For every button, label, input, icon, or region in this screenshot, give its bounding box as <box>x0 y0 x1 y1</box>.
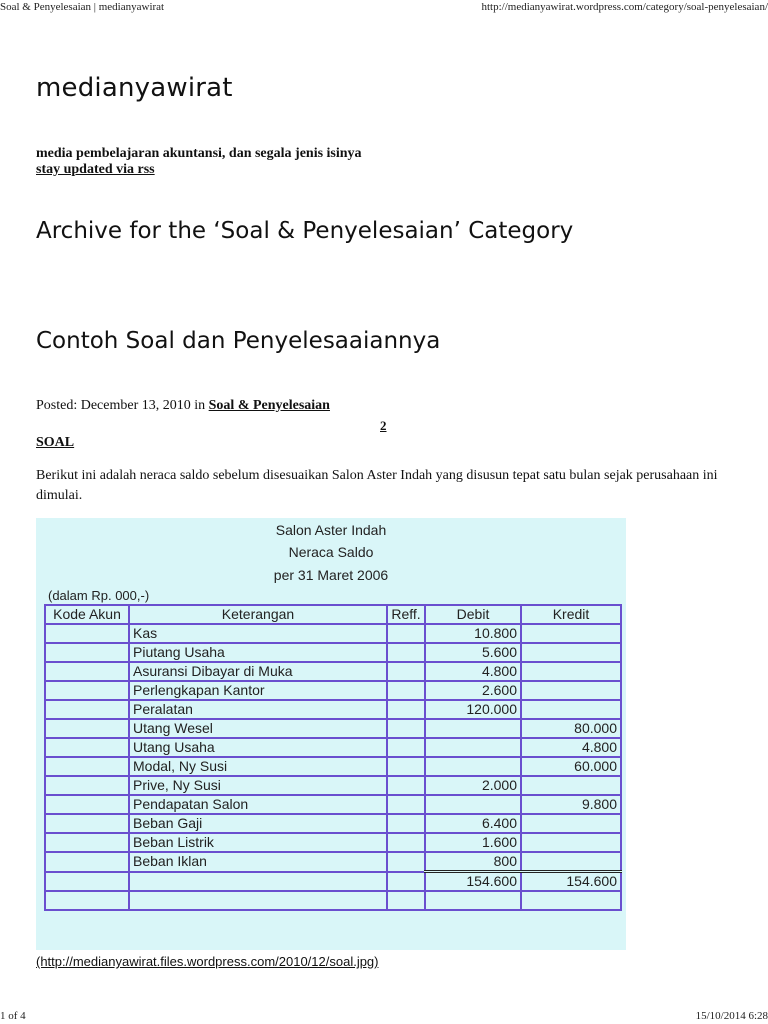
comments-count-link[interactable]: 2 <box>380 418 387 433</box>
cell-debit: 4.800 <box>425 662 521 681</box>
cell-reff <box>387 624 425 643</box>
figure-company: Salon Aster Indah <box>275 522 387 538</box>
cell-reff <box>387 814 425 833</box>
site-tagline: media pembelajaran akuntansi, dan segala jenis isinya <box>36 146 362 161</box>
cell-debit: 10.800 <box>425 624 521 643</box>
cell-kredit <box>521 852 621 872</box>
cell-keterangan: Kas <box>129 624 387 643</box>
cell-empty <box>387 891 425 910</box>
cell-empty <box>521 891 621 910</box>
cell-keterangan: Utang Usaha <box>129 738 387 757</box>
cell-debit <box>425 719 521 738</box>
cell-kredit <box>521 662 621 681</box>
cell-kredit <box>521 681 621 700</box>
cell-kode <box>45 795 129 814</box>
table-row <box>45 757 621 776</box>
total-debit: 154.600 <box>425 872 521 892</box>
post-title[interactable]: Contoh Soal dan Penyelesaaiannya <box>36 328 441 354</box>
header-debit: Debit <box>425 605 521 624</box>
cell-kredit <box>521 776 621 795</box>
rss-link[interactable]: stay updated via rss <box>36 162 155 177</box>
cell-kredit <box>521 643 621 662</box>
figure-report: Neraca Saldo <box>288 544 374 560</box>
cell-debit: 800 <box>425 852 521 872</box>
header-reff: Reff. <box>387 605 425 624</box>
cell-reff <box>387 719 425 738</box>
cell-debit: 120.000 <box>425 700 521 719</box>
cell-kode <box>45 776 129 795</box>
cell-kode <box>45 700 129 719</box>
trial-balance-image[interactable] <box>36 518 626 950</box>
table-row <box>45 814 621 833</box>
cell-reff <box>387 872 425 892</box>
cell-kredit <box>521 814 621 833</box>
cell-keterangan: Beban Gaji <box>129 814 387 833</box>
cell-keterangan: Asuransi Dibayar di Muka <box>129 662 387 681</box>
cell-reff <box>387 757 425 776</box>
table-row <box>45 624 621 643</box>
table-header-row <box>45 605 621 624</box>
cell-keterangan: Prive, Ny Susi <box>129 776 387 795</box>
image-caption-link[interactable]: (http://medianyawirat.files.wordpress.com/2010/12/soal.jpg) <box>36 954 379 969</box>
table-total-row <box>45 872 621 892</box>
table-row <box>45 681 621 700</box>
cell-keterangan: Peralatan <box>129 700 387 719</box>
cell-keterangan: Piutang Usaha <box>129 643 387 662</box>
figure-date: per 31 Maret 2006 <box>273 567 389 583</box>
cell-keterangan: Utang Wesel <box>129 719 387 738</box>
cell-kode <box>45 662 129 681</box>
cell-kredit: 80.000 <box>521 719 621 738</box>
cell-debit <box>425 795 521 814</box>
site-title[interactable]: medianyawirat <box>36 73 233 103</box>
table-row <box>45 662 621 681</box>
cell-kode <box>45 719 129 738</box>
cell-debit: 6.400 <box>425 814 521 833</box>
cell-debit <box>425 757 521 776</box>
cell-empty <box>45 891 129 910</box>
cell-kredit <box>521 700 621 719</box>
cell-reff <box>387 643 425 662</box>
cell-reff <box>387 833 425 852</box>
header-kredit: Kredit <box>521 605 621 624</box>
cell-kode <box>45 833 129 852</box>
cell-empty <box>425 891 521 910</box>
print-footer-page: 1 of 4 <box>0 1010 26 1022</box>
table-row <box>45 795 621 814</box>
cell-empty <box>129 891 387 910</box>
posted-date: Posted: December 13, 2010 in <box>36 398 209 413</box>
archive-title: Archive for the ‘Soal & Penyelesaian’ Category <box>36 218 574 244</box>
table-row <box>45 833 621 852</box>
table-blank-row <box>45 891 621 910</box>
cell-kode <box>45 738 129 757</box>
cell-reff <box>387 700 425 719</box>
post-intro: Berikut ini adalah neraca saldo sebelum disesuaikan Salon Aster Indah yang disusun tepat satu bulan sejak perusahaan ini dimulai. <box>36 468 718 503</box>
total-kredit: 154.600 <box>521 872 621 892</box>
cell-debit <box>425 738 521 757</box>
cell-kredit: 9.800 <box>521 795 621 814</box>
cell-keterangan: Pendapatan Salon <box>129 795 387 814</box>
cell-keterangan: Beban Iklan <box>129 852 387 872</box>
table-row <box>45 776 621 795</box>
table-row <box>45 719 621 738</box>
cell-reff <box>387 681 425 700</box>
cell-kode <box>45 681 129 700</box>
cell-reff <box>387 662 425 681</box>
cell-reff <box>387 738 425 757</box>
cell-keterangan: Perlengkapan Kantor <box>129 681 387 700</box>
cell-reff <box>387 776 425 795</box>
table-row <box>45 738 621 757</box>
table-row <box>45 700 621 719</box>
cell-reff <box>387 852 425 872</box>
cell-kode <box>45 757 129 776</box>
cell-debit: 1.600 <box>425 833 521 852</box>
cell-kode <box>45 624 129 643</box>
cell-kredit: 4.800 <box>521 738 621 757</box>
cell-kode <box>45 852 129 872</box>
cell-kredit <box>521 624 621 643</box>
cell-reff <box>387 795 425 814</box>
cell-keterangan <box>129 872 387 892</box>
figure-unit: (dalam Rp. 000,-) <box>48 588 150 603</box>
category-link[interactable]: Soal & Penyelesaian <box>208 398 330 413</box>
table-row <box>45 852 621 872</box>
cell-kode <box>45 872 129 892</box>
section-heading: SOAL <box>36 435 75 450</box>
cell-debit: 2.000 <box>425 776 521 795</box>
cell-kode <box>45 814 129 833</box>
header-keterangan: Keterangan <box>129 605 387 624</box>
print-footer-timestamp: 15/10/2014 6:28 <box>695 1010 768 1022</box>
post-meta <box>36 398 330 414</box>
cell-kode <box>45 643 129 662</box>
trial-balance-table <box>44 604 622 911</box>
cell-debit: 5.600 <box>425 643 521 662</box>
cell-debit: 2.600 <box>425 681 521 700</box>
cell-kredit: 60.000 <box>521 757 621 776</box>
print-header-url: http://medianyawirat.wordpress.com/category/soal-penyelesaian/ <box>481 1 768 13</box>
cell-keterangan: Modal, Ny Susi <box>129 757 387 776</box>
header-kode: Kode Akun <box>45 605 129 624</box>
print-header-title: Soal & Penyelesaian | medianyawirat <box>0 1 165 13</box>
cell-kredit <box>521 833 621 852</box>
table-row <box>45 643 621 662</box>
cell-keterangan: Beban Listrik <box>129 833 387 852</box>
